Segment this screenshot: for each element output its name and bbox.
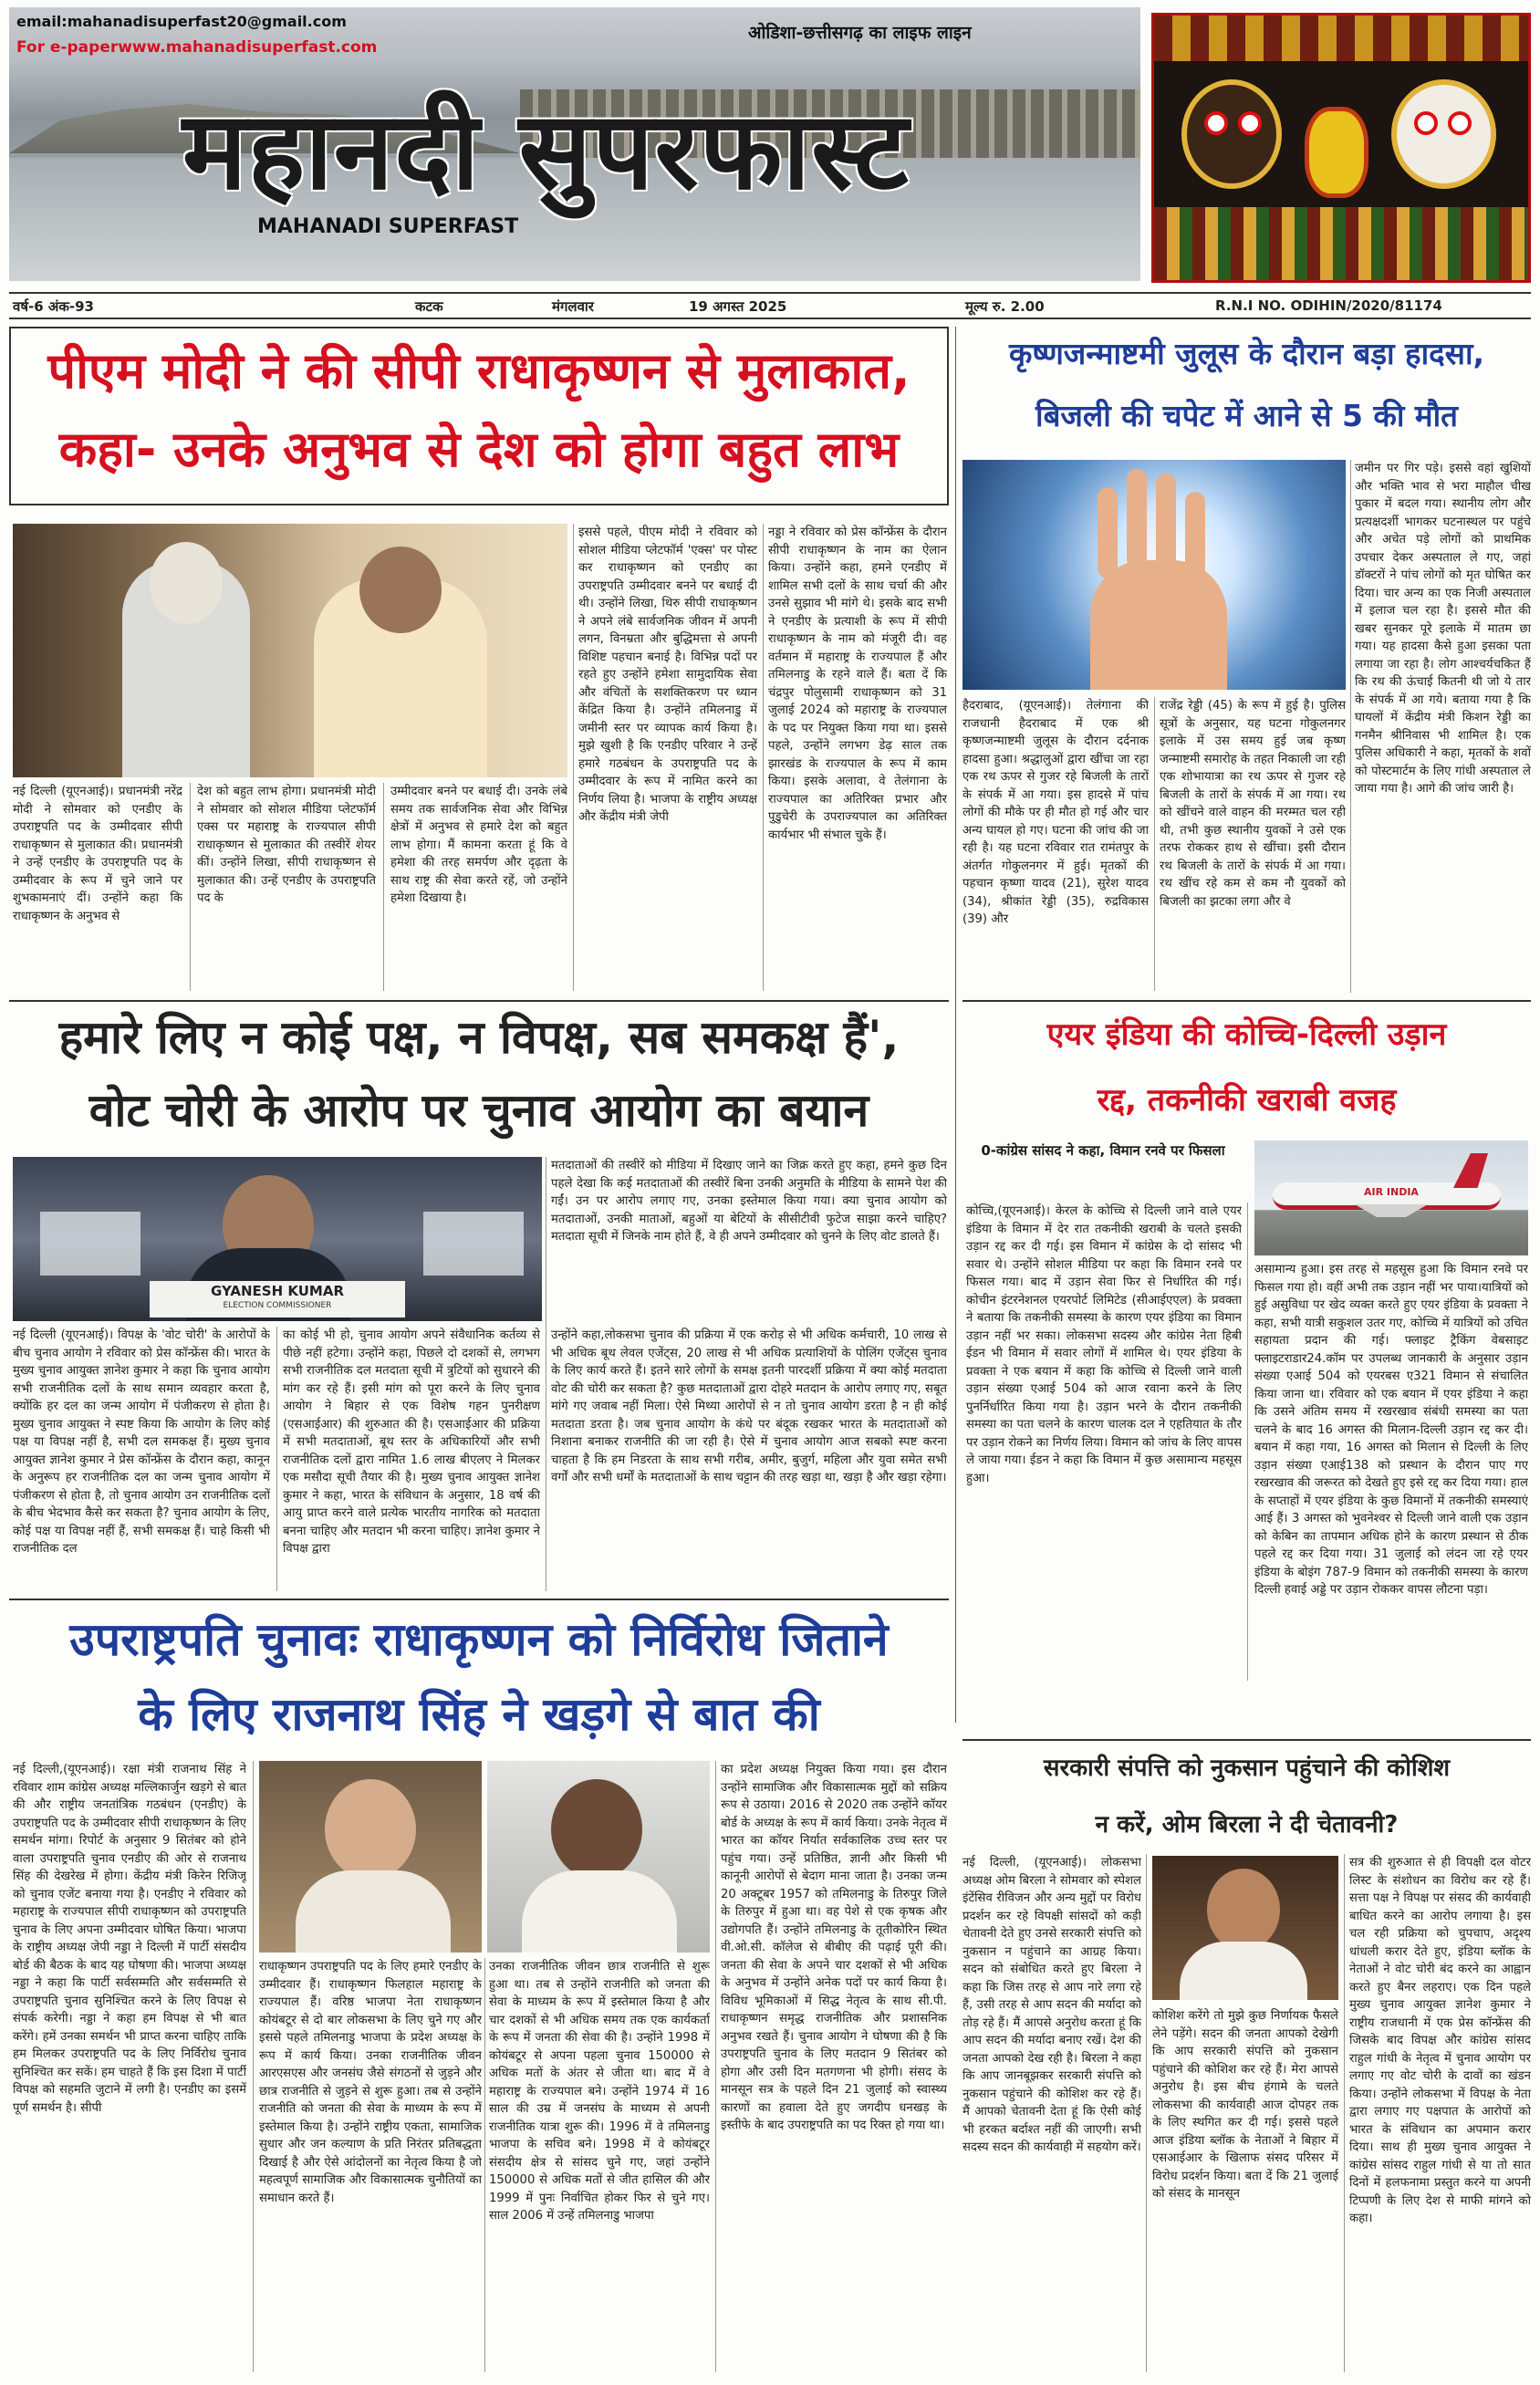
story5-col1: नई दिल्ली,(यूएनआई)। रक्षा मंत्री राजनाथ सिंह ने रविवार शाम कांग्रेस अध्यक्ष मल्लिकार्जुन खड़गे से बात की और राष्ट्रीय जनतांत्रिक गठबंधन (एनडीए) के उपराष्ट्रपति पद के उम्मीदवार सीपी राधाकृष्णन के लिए समर्थन मांगा। रिपोर्ट के अनुसार 9 सितंबर को होने वाला उपराष्ट्रपति चुनाव एनडीए की ओर से राजनाथ सिंह की देखरेख में होगा। केंद्रीय मंत्री किरेन रिजिजू को चुनाव एजेंट बनाया गया है। एनडीए ने रविवार को महाराष्ट्र के राज्यपाल सीपी राधाकृष्णन को उपराष्ट्रपति चुनाव के लिए अपना उम्मीदवार घोषित किया। भाजपा के राष्ट्रीय अध्यक्ष जेपी नड्डा ने दिल्ली में पार्टी संसदीय बोर्ड की बैठक के बाद यह घोषणा की। भाजपा अध्यक्ष नड्डा ने कहा कि पार्टी सर्वसम्मति और सर्वसम्मति से उपराष्ट्रपति चुनाव सुनिश्चित करने के लिए विपक्ष से संपर्क करेगी। नड्डा ने कहा हम विपक्ष से भी बात करेंगे। हमें उनका समर्थन भी प्राप्त करना चाहिए ताकि हम मिलकर उपराष्ट्रपति पद के लिए निर्विरोध चुनाव सुनिश्चित कर सकें। हम चाहते हैं कि इस दिशा में पार्टी विपक्ष को सहमति जुटाने में लगी है। एनडीए का इसमें पूर्ण समर्थन है। सीपी — [13, 1763, 246, 2115]
story1-col3: उम्मीदवार बनने पर बधाई दी। उनके लंबे समय तक सार्वजनिक सेवा और विभिन्न क्षेत्रों में अनुभव से हमारे देश को बहुत लाभ होगा। मैं कामना करता हूं कि वे हमेशा की तरह समर्पण और दृढ़ता के साथ राष्ट्र की सेवा करते रहें, जो उन्होंने हमेशा दिखाया है। — [390, 785, 567, 905]
story2-headline-line2[interactable]: बिजली की चपेट में आने से 5 की मौत — [1035, 398, 1458, 433]
nameplate-name: GYANESH KUMAR — [210, 1283, 345, 1299]
story3-col1: नई दिल्ली (यूएनआई)। विपक्ष के 'वोट चोरी' के आरोपों के बीच चुनाव आयोग ने रविवार को प्रेस कॉन्फ्रेंस की। भारत के मुख्य चुनाव आयुक्त ज्ञानेश कुमार ने कहा कि चुनाव आयोग सभी राजनीतिक दलों के साथ समान व्यवहार करता है, क्योंकि हर दल का जन्म आयोग में पंजीकरण से होता है। मुख्य चुनाव आयुक्त ने स्पष्ट किया कि आयोग के लिए कोई पक्ष या विपक्ष नहीं है, सभी दल समकक्ष हैं। मुख्य चुनाव आयुक्त ज्ञानेश कुमार ने प्रेस कॉन्फ्रेंस के दौरान कहा, कानून के अनुरूप हर राजनीतिक दल का जन्म चुनाव आयोग में पंजीकरण से होता है, तो चुनाव आयोग उन राजनीतिक दलों के बीच भेदभाव कैसे कर सकता है? चुनाव आयोग के लिए, कोई पक्ष या विपक्ष नहीं हैं, सभी समकक्ष हैं। चाहे किसी भी राजनीतिक दल — [13, 1328, 270, 1556]
story5-headline-line1[interactable]: उपराष्ट्रपति चुनावः राधाकृष्णन को निर्विरोध जिताने — [69, 1613, 889, 1666]
story4-subhead: 0-कांग्रेस सांसद ने कहा, विमान रनवे पर फिसला — [981, 1142, 1225, 1159]
story3-photo-gyanesh-kumar — [13, 1157, 542, 1321]
story6-col3: सत्र की शुरुआत से ही विपक्षी दल वोटर लिस्ट के संशोधन का विरोध कर रहे हैं। सत्ता पक्ष ने विपक्ष पर संसद की कार्यवाही बाधित करने का आरोप लगाया है। इस चल रही प्रक्रिया को चुपचाप, अदृश्य धांधली करार देते हुए, इंडिया ब्लॉक के नेताओं ने वोट चोरी बंद करने का आह्वान करते हुए बैनर लहराए। एक दिन पहले मुख्य चुनाव आयुक्त ज्ञानेश कुमार ने राष्ट्रीय राजधानी में एक प्रेस कॉन्फ्रेंस की जिसके बाद विपक्ष और कांग्रेस सांसद राहुल गांधी के नेतृत्व में चुनाव आयोग पर लगाए गए वोट चोरी के दावों का खंडन किया। उन्होंने लोकसभा में विपक्ष के नेता द्वारा लगाए गए पक्षपात के आरोपों को भारत के संविधान का अपमान करार दिया। साथ ही मुख्य चुनाव आयुक्त ने कांग्रेस सांसद राहुल गांधी से या तो सात दिनों में हलफनामा प्रस्तुत करने या अपनी टिप्पणी के लिए देश से माफी मांगने को कहा। — [1349, 1856, 1531, 2225]
dateline-day: मंगलवार — [552, 298, 594, 315]
story2-col2: राजेंद्र रेड्डी (45) के रूप में हुई है। पुलिस सूत्रों के अनुसार, यह घटना गोकुलनगर इलाके में उस समय हुई जब कृष्ण जन्माष्टमी समारोह के तहत निकाली जा रही एक शोभायात्रा का रथ ऊपर से गुजर रहे बिजली के तारों के संपर्क में आ गया। रथ को खींचने वाले वाहन की मरम्मत चल रही थी, तभी कुछ स्थानीय युवकों ने उसे एक तरफ रोककर हाथ से खींचा। इसी दौरान रथ बिजली के तारों के संपर्क में आ गया। रथ खींच रहे कम से कम नौ युवकों को बिजली का झटका लगा और वे — [1160, 699, 1346, 909]
story4-col-top: असामान्य हुआ। इस तरह से महसूस हुआ कि विमान रनवे पर फिसल गया हो। वहीं अभी तक उड़ान नहीं भर पाया।यात्रियों को हुई असुविधा पर खेद व्यक्त करते हुए एयर इंडिया के प्रवक्ता ने कहा, सभी यात्री सकुशल उतर गए, कोच्चि में यात्रियों को उचित सहायता प्रदान की गई। फ्लाइट ट्रैकिंग वेबसाइट फ्लाइटराडार24.कॉम पर उपलब्ध जानकारी के अनुसार उड़ान संख्या एआई 504 को एयरबस ए321 विमान से संचालित किया जाना था। रविवार को एक बयान में एयर इंडिया ने कहा कि उसने अंतिम समय में रखरखाव संबंधी समस्या का पता चलने के बाद 16 अगस्त की मिलान-दिल्ली उड़ान रद्द कर दी। बयान में कहा गया, 16 अगस्त को मिलान से दिल्ली के लिए उड़ान संख्या एआई138 को प्रस्थान के दौरान पाए गए रखरखाव की जरूरत को देखते हुए इसे रद्द कर दिया गया। हाल के सप्ताहों में एयर इंडिया के कुछ विमानों में तकनीकी समस्याएं आई हैं। 3 अगस्त को भुवनेश्वर से दिल्ली जाने वाली एक उड़ान को केबिन का तापमान अधिक होने के कारण प्रस्थान से ठीक पहले रद्द कर दिया गया। 31 जुलाई को लंदन जा रहे एयर इंडिया के बोइंग 787-9 विमान को तकनीकी समस्या के कारण दिल्ली हवाई अड्डे पर उड़ान रोककर वापस लौटना पड़ा। — [1254, 1263, 1528, 1597]
story-rajnath-kharge — [9, 1604, 949, 2376]
story2-top-right: जमीन पर गिर पड़े। इससे वहां खुशियों और भक्ति भाव से भरा माहौल चीख पुकार में बदल गया। स्थानीय लोग और प्रत्यक्षदर्शी भागकर घटनास्थल पर पहुंचे और अचेत पड़े लोगों को प्राथमिक उपचार देकर अस्पताल ले गए, जहां डॉक्टरों ने पांच लोगों को मृत घोषित कर दिया। चार अन्य का एक निजी अस्पताल में इलाज चल रहा है। इससे मौत की खबर सुनकर पूरे इलाके में मातम छा गया। यह हादसा कैसे हुआ इसका पता लगाया जा रहा है। लोग आश्चर्यचकित हैं कि रथ की ऊंचाई कितनी थी जो ये तार के संपर्क में आ गये। बताया गया है कि घायलों में केंद्रीय मंत्री किशन रेड्डी का गनमैन श्रीनिवास भी शामिल है। एक पुलिस अधिकारी ने कहा, मृतकों के शवों को पोस्टमार्टम के लिए गांधी अस्पताल ले जाया गया है। आगे की जांच जारी है। — [1355, 462, 1531, 796]
issue-number: वर्ष-6 अंक-93 — [13, 298, 94, 315]
masthead-epaper-link[interactable]: For e-paperwww.mahanadisuperfast.com — [16, 38, 378, 57]
story-modi-radhakrishnan — [9, 327, 949, 997]
masthead-email[interactable]: email:mahanadisuperfast20@gmail.com — [16, 13, 347, 30]
story5-photo-rajnath-singh — [259, 1761, 482, 1953]
story4-headline-line2[interactable]: रद्द, तकनीकी खराबी वजह — [1097, 1082, 1397, 1119]
story1-col4: इससे पहले, पीएम मोदी ने रविवार को सोशल मीडिया प्लेटफॉर्म 'एक्स' पर पोस्ट कर राधाकृष्णन को एनडीए का उपराष्ट्रपति उम्मीदवार बनने पर बधाई दी थी। उन्होंने लिखा, थिरु सीपी राधाकृष्णन ने अपने लंबे सार्वजनिक जीवन में अपनी लगन, विनम्रता और बुद्धिमत्ता से अपनी विशिष्ट पहचान बनाई है। विभिन्न पदों पर रहते हुए उन्होंने हमेशा सामुदायिक सेवा और वंचितों के सशक्तिकरण पर ध्यान केंद्रित किया है। उन्होंने तमिलनाडु में जमीनी स्तर पर व्यापक कार्य किया है। मुझे खुशी है कि एनडीए परिवार ने उन्हें हमारे गठबंधन के उपराष्ट्रपति पद के उम्मीदवार के रूप में नामित करने का निर्णय लिया है। भाजपा के राष्ट्रीय अध्यक्ष और केंद्रीय मंत्री जेपी — [578, 526, 757, 824]
story6-headline-line1[interactable]: सरकारी संपत्ति को नुकसान पहुंचाने की कोशिश — [1043, 1755, 1451, 1782]
story6-headline-line2[interactable]: न करें, ओम बिरला ने दी चेतावनी? — [1095, 1811, 1399, 1838]
story1-headline-line1[interactable]: पीएम मोदी ने की सीपी राधाकृष्णन से मुलाकात, — [47, 342, 910, 400]
story1-col1: नई दिल्ली (यूएनआई)। प्रधानमंत्री नरेंद्र मोदी ने सोमवार को एनडीए के उपराष्ट्रपति पद के उम्मीदवार सीपी राधाकृष्णन से मुलाकात की। प्रधानमंत्री ने उन्हें एनडीए के उपराष्ट्रपति पद के उम्मीदवार के रूप में चुने जाने पर शुभकामनाएं दीं। उन्होंने कहा कि राधाकृष्णन के अनुभव से — [13, 785, 182, 923]
masthead-title: महानदी सुपरफास्ट — [182, 87, 910, 214]
story2-headline-line1[interactable]: कृष्णजन्माष्टमी जुलूस के दौरान बड़ा हादसा, — [1008, 336, 1485, 371]
story5-col3: उनका राजनीतिक जीवन छात्र राजनीति से शुरू हुआ था। तब से उन्होंने राजनीति को जनता की सेवा के माध्यम के रूप में इस्तेमाल किया है और चार दशकों से भी अधिक समय तक एक कार्यकर्ता के रूप में जनता की सेवा की है। उन्होंने 1998 में कोयंबटूर से अपना पहला चुनाव 150000 से अधिक मतों के अंतर से जीता था। बाद में वे महाराष्ट्र के राज्यपाल बने। उन्होंने 1974 में 16 साल की उम्र में जनसंघ के माध्यम से अपनी राजनीतिक यात्रा शुरू की। 1996 में वे तमिलनाडु भाजपा के सचिव बने। 1998 में वे कोयंबटूर संसदीय क्षेत्र से सांसद चुने गए, जहां उन्होंने 150000 से अधिक मतों से जीत हासिल की और 1999 में पुनः निर्वाचित होकर फिर से चुने गए। साल 2006 में उन्हें तमिलनाडु भाजपा — [489, 1960, 710, 2223]
story1-headline-line2[interactable]: कहा- उनके अनुभव से देश को होगा बहुत लाभ — [58, 421, 900, 478]
story1-col5: नड्डा ने रविवार को प्रेस कॉन्फ्रेंस के दौरान सीपी राधाकृष्णन के नाम का ऐलान किया। उन्होंने कहा, हमने एनडीए में शामिल सभी दलों के साथ चर्चा की और उनसे सुझाव भी मांगे थे। इसके बाद सभी ने एनडीए के प्रत्याशी के रूप में सीपी राधाकृष्णन के नाम को मंजूरी दी। वह वर्तमान में महाराष्ट्र के राज्यपाल हैं और तमिलनाडु के रहने वाले हैं। बता दें कि चंद्रपुर पोलुसामी राधाकृष्णन को 31 जुलाई 2024 को महाराष्ट्र के राज्यपाल के पद पर नियुक्त किया गया था। इससे पहले, उन्होंने लगभग डेढ़ साल तक झारखंड के राज्यपाल के रूप में काम किया। इसके अलावा, वे तेलंगाना के राज्यपाल का अतिरिक्त प्रभार और पुडुचेरी के उपराज्यपाल का अतिरिक्त कार्यभार भी संभाल चुके हैं। — [768, 526, 947, 842]
story1-photo-modi-radhakrishnan — [13, 524, 567, 777]
story3-col-top: मतदाताओं की तस्वीरें को मीडिया में दिखाए जाने का जिक्र करते हुए कहा, हमने कुछ दिन पहले देखा कि कई मतदाताओं की तस्वीरें बिना उनकी अनुमति के मीडिया के सामने पेश की गईं। उन पर आरोप लगाए गए, उनका इस्तेमाल किया गया। क्या चुनाव आयोग को मतदाताओं, उनकी माताओं, बहुओं या बेटियों के सीसीटीवी फुटेज साझा करने चाहिए? मतदाता सूची में जिनके नाम होते हैं, वे ही अपने उम्मीदवार को चुनने के लिए वोट डालते हैं। — [551, 1159, 947, 1244]
plane-livery-text: AIR INDIA — [1364, 1186, 1419, 1198]
story1-col2: देश को बहुत लाभ होगा। प्रधानमंत्री मोदी ने सोमवार को सोशल मीडिया प्लेटफॉर्म एक्स पर महाराष्ट्र के राज्यपाल सीपी राधाकृष्णन से मुलाकात की तस्वीरें शेयर कीं। उन्होंने लिखा, सीपी राधाकृष्णन से मुलाकात की। उन्हें एनडीए के उपराष्ट्रपति पद के — [197, 785, 376, 905]
story-om-birla-warning — [962, 1744, 1531, 2376]
story5-photo-kharge — [487, 1761, 710, 1953]
story-air-india-cancelled — [962, 1005, 1531, 1735]
story6-col1: नई दिल्ली, (यूएनआई)। लोकसभा अध्यक्ष ओम बिरला ने सोमवार को स्पेशल इंटेंसिव रीविजन और अन्य मुद्दों पर विरोध प्रदर्शन कर रहे विपक्षी सांसदों को कड़ी चेतावनी देते हुए उनसे सरकारी संपत्ति को नुकसान न पहुंचाने का आग्रह किया। सदन को संबोधित करते हुए बिरला ने कहा कि जिस तरह से आप नारे लगा रहे हैं, उसी तरह से आप सदन की मर्यादा को तोड़ रहे हैं। मैं आपसे अनुरोध करता हूं कि आप सदन की मर्यादा बनाए रखें। देश की जनता आपको देख रही है। बिरला ने कहा कि आप जानबूझकर सरकारी संपत्ति को नुकसान पहुंचाने की कोशिश कर रहे हैं। मैं आपको चेतावनी देता हूं कि ऐसी कोई भी हरकत बर्दाश्त नहीं की जाएगी। सभी सदस्य सदन की कार्यवाही में सहयोग करें। — [962, 1856, 1141, 2154]
story3-headline-line2[interactable]: वोट चोरी के आरोप पर चुनाव आयोग का बयान — [88, 1084, 869, 1137]
rni-number: R.N.I NO. ODIHIN/2020/81174 — [1215, 297, 1442, 314]
story5-headline-line2[interactable]: के लिए राजनाथ सिंह ने खड़गे से बात की — [138, 1688, 820, 1741]
dateline-city: कटक — [415, 298, 443, 315]
jagannath-deities-image — [1151, 13, 1531, 283]
story3-headline-line1[interactable]: हमारे लिए न कोई पक्ष, न विपक्ष, सब समकक्ष हैं', — [58, 1011, 900, 1064]
story3-col3: उन्होंने कहा,लोकसभा चुनाव की प्रक्रिया में एक करोड़ से भी अधिक कर्मचारी, 10 लाख से भी अधिक बूथ लेवल एजेंट्स, 20 लाख से भी अधिक प्रत्याशियों के पोलिंग एजेंट्स चुनाव के लिए कार्य करते हैं। इतने सारे लोगों के समक्ष इतनी पारदर्शी प्रक्रिया में क्या कोई मतदाता वोट की चोरी कर सकता है? कुछ मतदाताओं द्वारा दोहरे मतदान के आरोप लगाए गए, सबूत मांगे गए जवाब नहीं मिला। ऐसे मिथ्या आरोपों से न तो चुनाव आयोग डरता है न ही कोई मतदाता डरता है। जब चुनाव आयोग के कंधे पर बंदूक रखकर भारत के मतदाताओं को निशाना बनाकर राजनीति की जा रही है। ऐसे में चुनाव आयोग आज सबको स्पष्ट करना चाहता है कि हम निडरता के साथ सभी गरीब, अमीर, बुजुर्ग, महिला और युवा समेत सभी वर्गों और सभी धर्मों के मतदाताओं के साथ चट्टान की तरह खड़ा था, खड़ा है और खड़ा रहेगा। — [551, 1328, 947, 1484]
nameplate-title: ELECTION COMMISSIONER — [223, 1301, 332, 1310]
story-election-commission — [9, 1005, 949, 1595]
story2-col1: हैदराबाद, (यूएनआई)। तेलंगाना की राजधानी हैदराबाद में एक श्री कृष्णजन्माष्टमी जुलूस के दौरान दर्दनाक हादसा हुआ। श्रद्धालुओं द्वारा खींचा जा रहा एक रथ ऊपर से गुजर रहे बिजली के तारों के संपर्क में आ गया। इस हादसे में पांच लोगों की मौके पर ही मौत हो गई और चार अन्य घायल हो गए। घटना की जांच की जा रही है। यह घटना रविवार रात रामंतपुर के अंतर्गत गोकुलनगर में हुई। मृतकों की पहचान कृष्णा यादव (21), सुरेश यादव (34), श्रीकांत रेड्डी (35), रुद्रविकास (39) और — [962, 699, 1149, 926]
story6-col2: कोशिश करेंगे तो मुझे कुछ निर्णायक फैसले लेने पड़ेंगे। सदन की जनता आपको देखेगी कि आप सरकारी संपत्ति को नुकसान पहुंचाने की कोशिश कर रहे हैं। मेरा आपसे अनुरोध है। इस बीच हंगामे के चलते लोकसभा की कार्यवाही आज दोपहर तक के लिए स्थगित कर दी गई। इससे पहले आज इंडिया ब्लॉक के नेताओं ने बिहार में एसआईआर के खिलाफ संसद परिसर में विरोध प्रदर्शन किया। बता दें कि 21 जुलाई को संसद के मानसून — [1152, 2009, 1338, 2201]
masthead — [0, 0, 1540, 294]
story5-col2: राधाकृष्णन उपराष्ट्रपति पद के लिए हमारे एनडीए के उम्मीदवार हैं। राधाकृष्णन फिलहाल महाराष्ट्र के राज्यपाल हैं। वरिष्ठ भाजपा नेता राधाकृष्णन कोयंबटूर से दो बार लोकसभा के लिए चुने गए और इससे पहले तमिलनाडु भाजपा के प्रदेश अध्यक्ष के रूप में कार्य किया। उनका राजनीतिक जीवन आरएसएस और जनसंघ जैसे संगठनों से जुड़ने और छात्र राजनीति से जुड़ने से शुरू हुआ। तब से उन्होंने राजनीति को जनता की सेवा के माध्यम के रूप में इस्तेमाल किया है। उन्होंने राष्ट्रीय एकता, सामाजिक सुधार और जन कल्याण के प्रति निरंतर प्रतिबद्धता दिखाई है और ऐसे आंदोलनों का नेतृत्व किया है जो महत्वपूर्ण सामाजिक और विकासात्मक चुनौतियों का समाधान करते हैं। — [259, 1960, 482, 2205]
story4-photo-air-india-plane — [1254, 1140, 1528, 1255]
story4-headline-line1[interactable]: एयर इंडिया की कोच्चि-दिल्ली उड़ान — [1046, 1016, 1447, 1053]
price: मूल्य रु. 2.00 — [965, 298, 1045, 315]
story-janmashtami-accident — [962, 327, 1531, 997]
story4-col1: कोच्चि,(यूएनआई)। केरल के कोच्चि से दिल्ली जाने वाले एयर इंडिया के विमान में देर रात तकनीकी खराबी के चलते इसकी उड़ान रद्द कर दी गई। इस विमान में कांग्रेस के दो सांसद भी सवार थे। उन्होंने सोशल मीडिया पर कहा कि विमान रनवे पर फिसल गया। बाद में उड़ान सेवा फिर से निर्धारित की गई। कोचीन इंटरनेशनल एयरपोर्ट लिमिटेड (सीआईएएल) के प्रवक्ता ने बताया कि तकनीकी समस्या के कारण एयर इंडिया का विमान उड़ान नहीं भर सका। लोकसभा सदस्य और कांग्रेस नेता हिबी ईडन भी विमान में सवार लोगों में शामिल थे। एयर इंडिया के प्रवक्ता ने एक बयान में कहा कि कोच्चि से दिल्ली जाने वाली उड़ान संख्या एआई 504 को आज रवाना करने के लिए पुनर्निर्धारित किया गया है। उड़ान भरने के दौरान तकनीकी समस्या का पता चलने के कारण चालक दल ने एहतियात के तौर पर उड़ान रोकने का निर्णय लिया। विमान को जांच के लिए वापस ले जाया गया। ईडन ने कहा कि विमान में कुछ असामान्य महसूस हुआ। — [966, 1204, 1242, 1485]
story3-col2: का कोई भी हो, चुनाव आयोग अपने संवैधानिक कर्तव्य से पीछे नहीं हटेगा। उन्होंने कहा, पिछले दो दशकों से, लगभग सभी राजनीतिक दल मतदाता सूची में त्रुटियों को सुधारने की मांग कर रहे हैं। इसी मांग को पूरा करने के लिए चुनाव आयोग ने बिहार से एक विशेष गहन पुनरीक्षण (एसआईआर) की शुरुआत की है। एसआईआर की प्रक्रिया में सभी मतदाताओं, बूथ स्तर के अधिकारियों और सभी राजनीतिक दलों द्वारा नामित 1.6 लाख बीएलए ने मिलकर एक मसौदा सूची तैयार की है। मुख्य चुनाव आयुक्त ज्ञानेश कुमार ने कहा, भारत के संविधान के अनुसार, 18 वर्ष की आयु प्राप्त करने वाले प्रत्येक भारतीय नागरिक को मतदाता बनना चाहिए और मतदान भी करना चाहिए। ज्ञानेश कुमार ने विपक्ष द्वारा — [283, 1328, 540, 1556]
masthead-tagline: ओडिशा-छत्तीसगढ़ का लाइफ लाइन — [748, 23, 972, 43]
story6-photo-om-birla — [1152, 1856, 1338, 2000]
story5-col4: का प्रदेश अध्यक्ष नियुक्त किया गया। इस दौरान उन्होंने सामाजिक और विकासात्मक मुद्दों को सक्रिय रूप से उठाया। 2016 से 2020 तक उन्होंने कॉयर बोर्ड के अध्यक्ष के रूप में कार्य किया। उनके नेतृत्व में भारत का कॉयर निर्यात सर्वकालिक उच्च स्तर पर पहुंच गया। उन्हें प्रतिष्ठित, ज्ञानी और किसी भी कानूनी आरोपों से बेदाग माना जाता है। उनका जन्म 20 अक्टूबर 1957 को तमिलनाडु के तिरुपुर जिले के तिरुपुर में हुआ था। वह पेशे से एक कृषक और उद्योगपति हैं। उन्होंने तमिलनाडु के तूतीकोरिन स्थित वी.ओ.सी. कॉलेज से बीबीए की पढ़ाई पूरी की। जनता की सेवा के अपने चार दशकों से भी अधिक के अनुभव में उन्होंने अनेक पदों पर कार्य किया है। विविध भूमिकाओं में सिद्ध नेतृत्व के साथ सी.पी. राधाकृष्णन समृद्ध राजनीतिक और प्रशासनिक अनुभव रखते हैं। चुनाव आयोग ने घोषणा की है कि उपराष्ट्रपति चुनाव के लिए मतदान 9 सितंबर को होगा और उसी दिन मतगणना भी होगी। संसद के मानसून सत्र के पहले दिन 21 जुलाई को स्वास्थ्य कारणों का हवाला देते हुए जगदीप धनखड़ के इस्तीफे के बाद उपराष्ट्रपति का पद रिक्त हो गया था। — [721, 1763, 947, 2132]
masthead-title-english: MAHANADI SUPERFAST — [257, 215, 519, 238]
story2-photo-electric-hand — [962, 460, 1346, 690]
dateline-date: 19 अगस्त 2025 — [689, 298, 787, 315]
